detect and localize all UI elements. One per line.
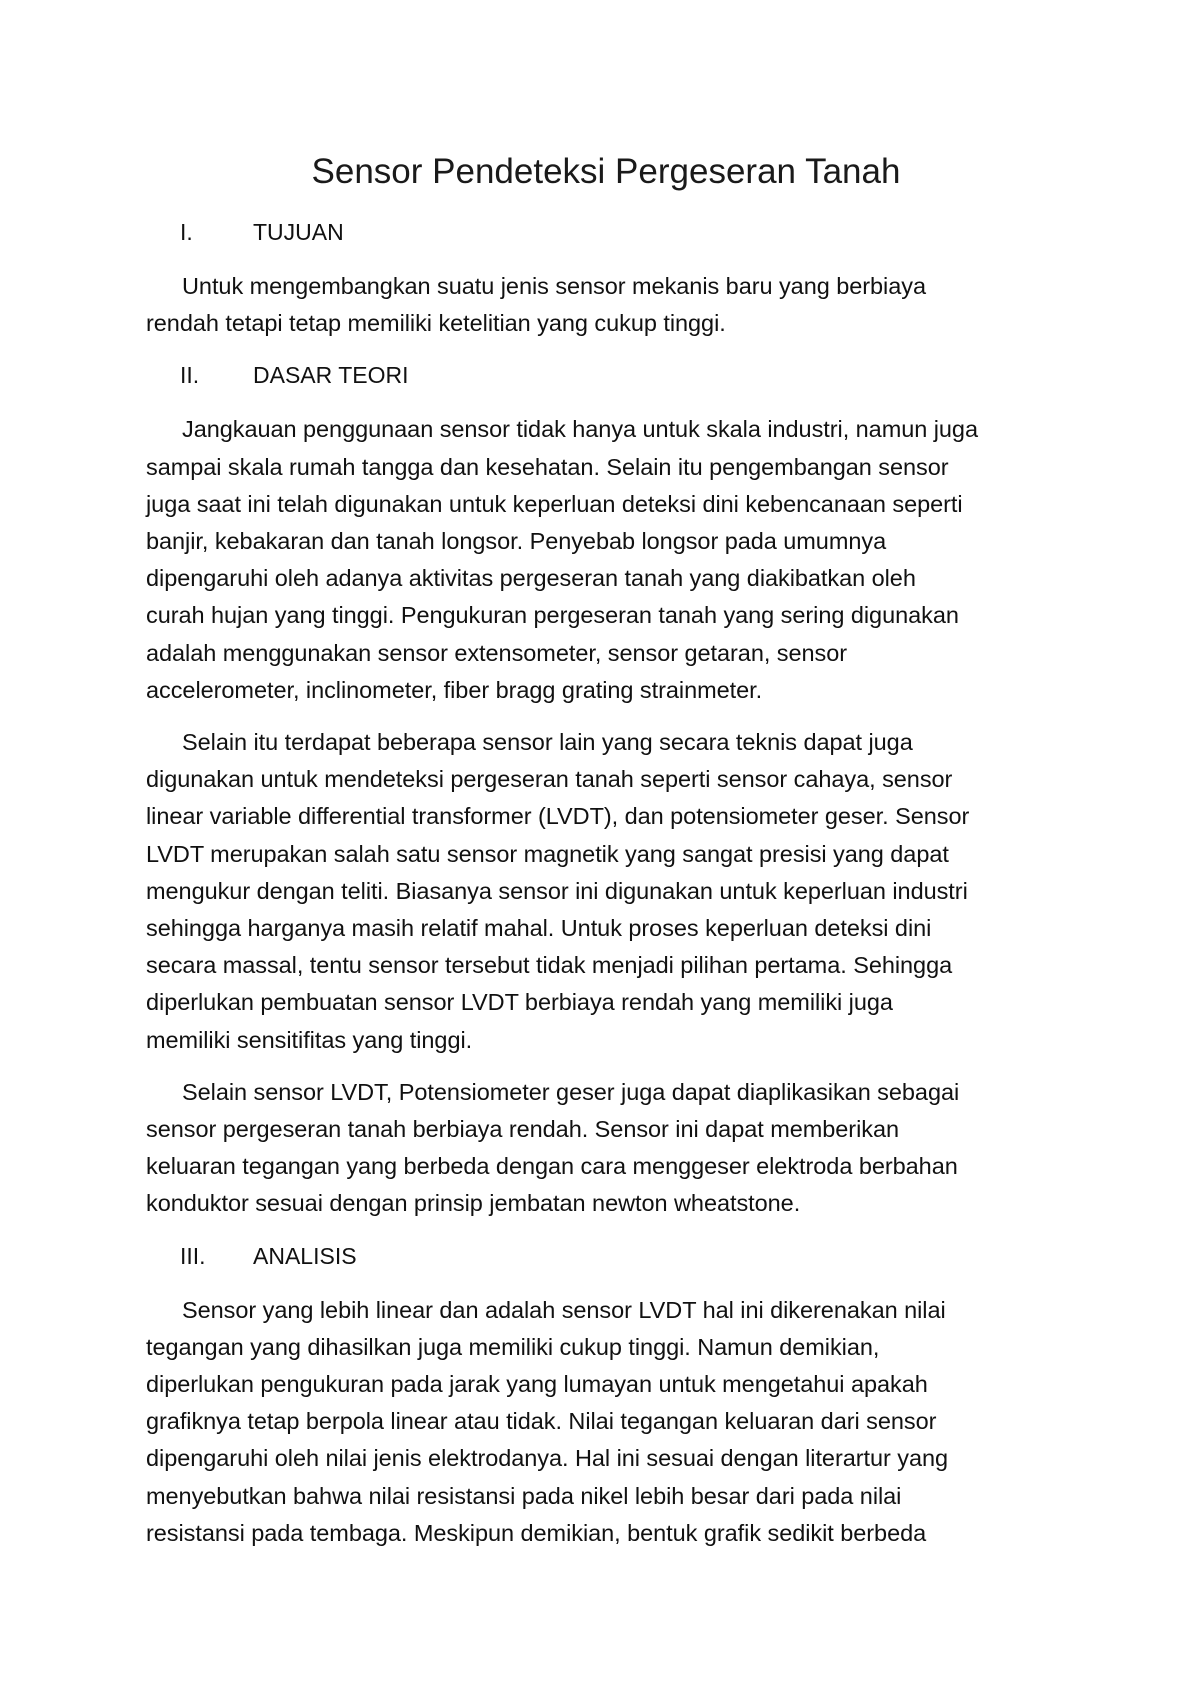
section-title: DASAR TEORI: [253, 362, 409, 389]
section-heading: [146, 214, 1066, 250]
paragraph-line: keluaran tegangan yang berbeda dengan cara menggeser elektroda berbahan: [146, 1153, 958, 1180]
body-paragraph: [146, 411, 1066, 709]
paragraph-line: diperlukan pengukuran pada jarak yang lumayan untuk mengetahui apakah: [146, 1371, 928, 1398]
paragraph-line: konduktor sesuai dengan prinsip jembatan newton wheatstone.: [146, 1190, 801, 1217]
paragraph-line: juga saat ini telah digunakan untuk keperluan deteksi dini kebencanaan seperti: [146, 490, 963, 517]
paragraph-line: secara massal, tentu sensor tersebut tidak menjadi pilihan pertama. Sehingga: [146, 952, 953, 979]
paragraph-line: resistansi pada tembaga. Meskipun demikian, bentuk grafik sedikit berbeda: [146, 1519, 927, 1546]
section-number: III.: [180, 1242, 206, 1269]
paragraph-line: grafiknya tetap berpola linear atau tidak. Nilai tegangan keluaran dari sensor: [146, 1408, 937, 1435]
paragraph-line: LVDT merupakan salah satu sensor magnetik yang sangat presisi yang dapat: [146, 840, 949, 867]
paragraph-line: sensor pergeseran tanah berbiaya rendah. Sensor ini dapat memberikan: [146, 1116, 899, 1143]
paragraph-line: memiliki sensitifitas yang tinggi.: [146, 1026, 473, 1053]
paragraph-line: curah hujan yang tinggi. Pengukuran pergeseran tanah yang sering digunakan: [146, 602, 959, 629]
paragraph-line: Selain sensor LVDT, Potensiometer geser juga dapat diaplikasikan sebagai: [182, 1078, 960, 1105]
paragraph-line: tegangan yang dihasilkan juga memiliki cukup tinggi. Namun demikian,: [146, 1333, 880, 1360]
paragraph-line: linear variable differential transformer (LVDT), dan potensiometer geser. Sensor: [146, 803, 970, 830]
paragraph-line: sehingga harganya masih relatif mahal. Untuk proses keperluan deteksi dini: [146, 915, 932, 942]
document-page: [146, 148, 1066, 1567]
body-paragraph: [146, 1292, 1066, 1552]
body-paragraph: [146, 724, 1066, 1059]
paragraph-line: adalah menggunakan sensor extensometer, sensor getaran, sensor: [146, 639, 848, 666]
paragraph-line: Selain itu terdapat beberapa sensor lain yang secara teknis dapat juga: [182, 729, 913, 756]
section-heading: [146, 357, 1066, 393]
body-paragraph: [146, 268, 1066, 342]
paragraph-line: sampai skala rumah tangga dan kesehatan. Selain itu pengembangan sensor: [146, 453, 949, 480]
paragraph-line: accelerometer, inclinometer, fiber bragg grating strainmeter.: [146, 676, 763, 703]
section-heading: [146, 1238, 1066, 1274]
paragraph-line: dipengaruhi oleh adanya aktivitas pergeseran tanah yang diakibatkan oleh: [146, 565, 916, 592]
body-paragraph: [146, 1074, 1066, 1223]
paragraph-line: digunakan untuk mendeteksi pergeseran tanah seperti sensor cahaya, sensor: [146, 766, 953, 793]
section-number: II.: [180, 362, 200, 389]
document-title: Sensor Pendeteksi Pergeseran Tanah: [311, 152, 901, 191]
paragraph-line: Jangkauan penggunaan sensor tidak hanya untuk skala industri, namun juga: [182, 416, 978, 443]
section-title: TUJUAN: [253, 219, 344, 245]
paragraph-line: menyebutkan bahwa nilai resistansi pada nikel lebih besar dari pada nilai: [146, 1482, 902, 1509]
paragraph-line: banjir, kebakaran dan tanah longsor. Penyebab longsor pada umumnya: [146, 528, 887, 555]
paragraph-line: rendah tetapi tetap memiliki ketelitian yang cukup tinggi.: [146, 310, 726, 337]
paragraph-line: diperlukan pembuatan sensor LVDT berbiaya rendah yang memiliki juga: [146, 989, 893, 1016]
paragraph-line: mengukur dengan teliti. Biasanya sensor ini digunakan untuk keperluan industri: [146, 877, 968, 904]
paragraph-line: Untuk mengembangkan suatu jenis sensor mekanis baru yang berbiaya: [182, 273, 926, 299]
section-title: ANALISIS: [253, 1242, 357, 1269]
document-body: [146, 214, 1066, 1552]
paragraph-line: dipengaruhi oleh nilai jenis elektrodanya. Hal ini sesuai dengan literartur yang: [146, 1445, 949, 1472]
section-number: I.: [180, 219, 193, 245]
paragraph-line: Sensor yang lebih linear dan adalah sensor LVDT hal ini dikerenakan nilai: [182, 1296, 946, 1323]
